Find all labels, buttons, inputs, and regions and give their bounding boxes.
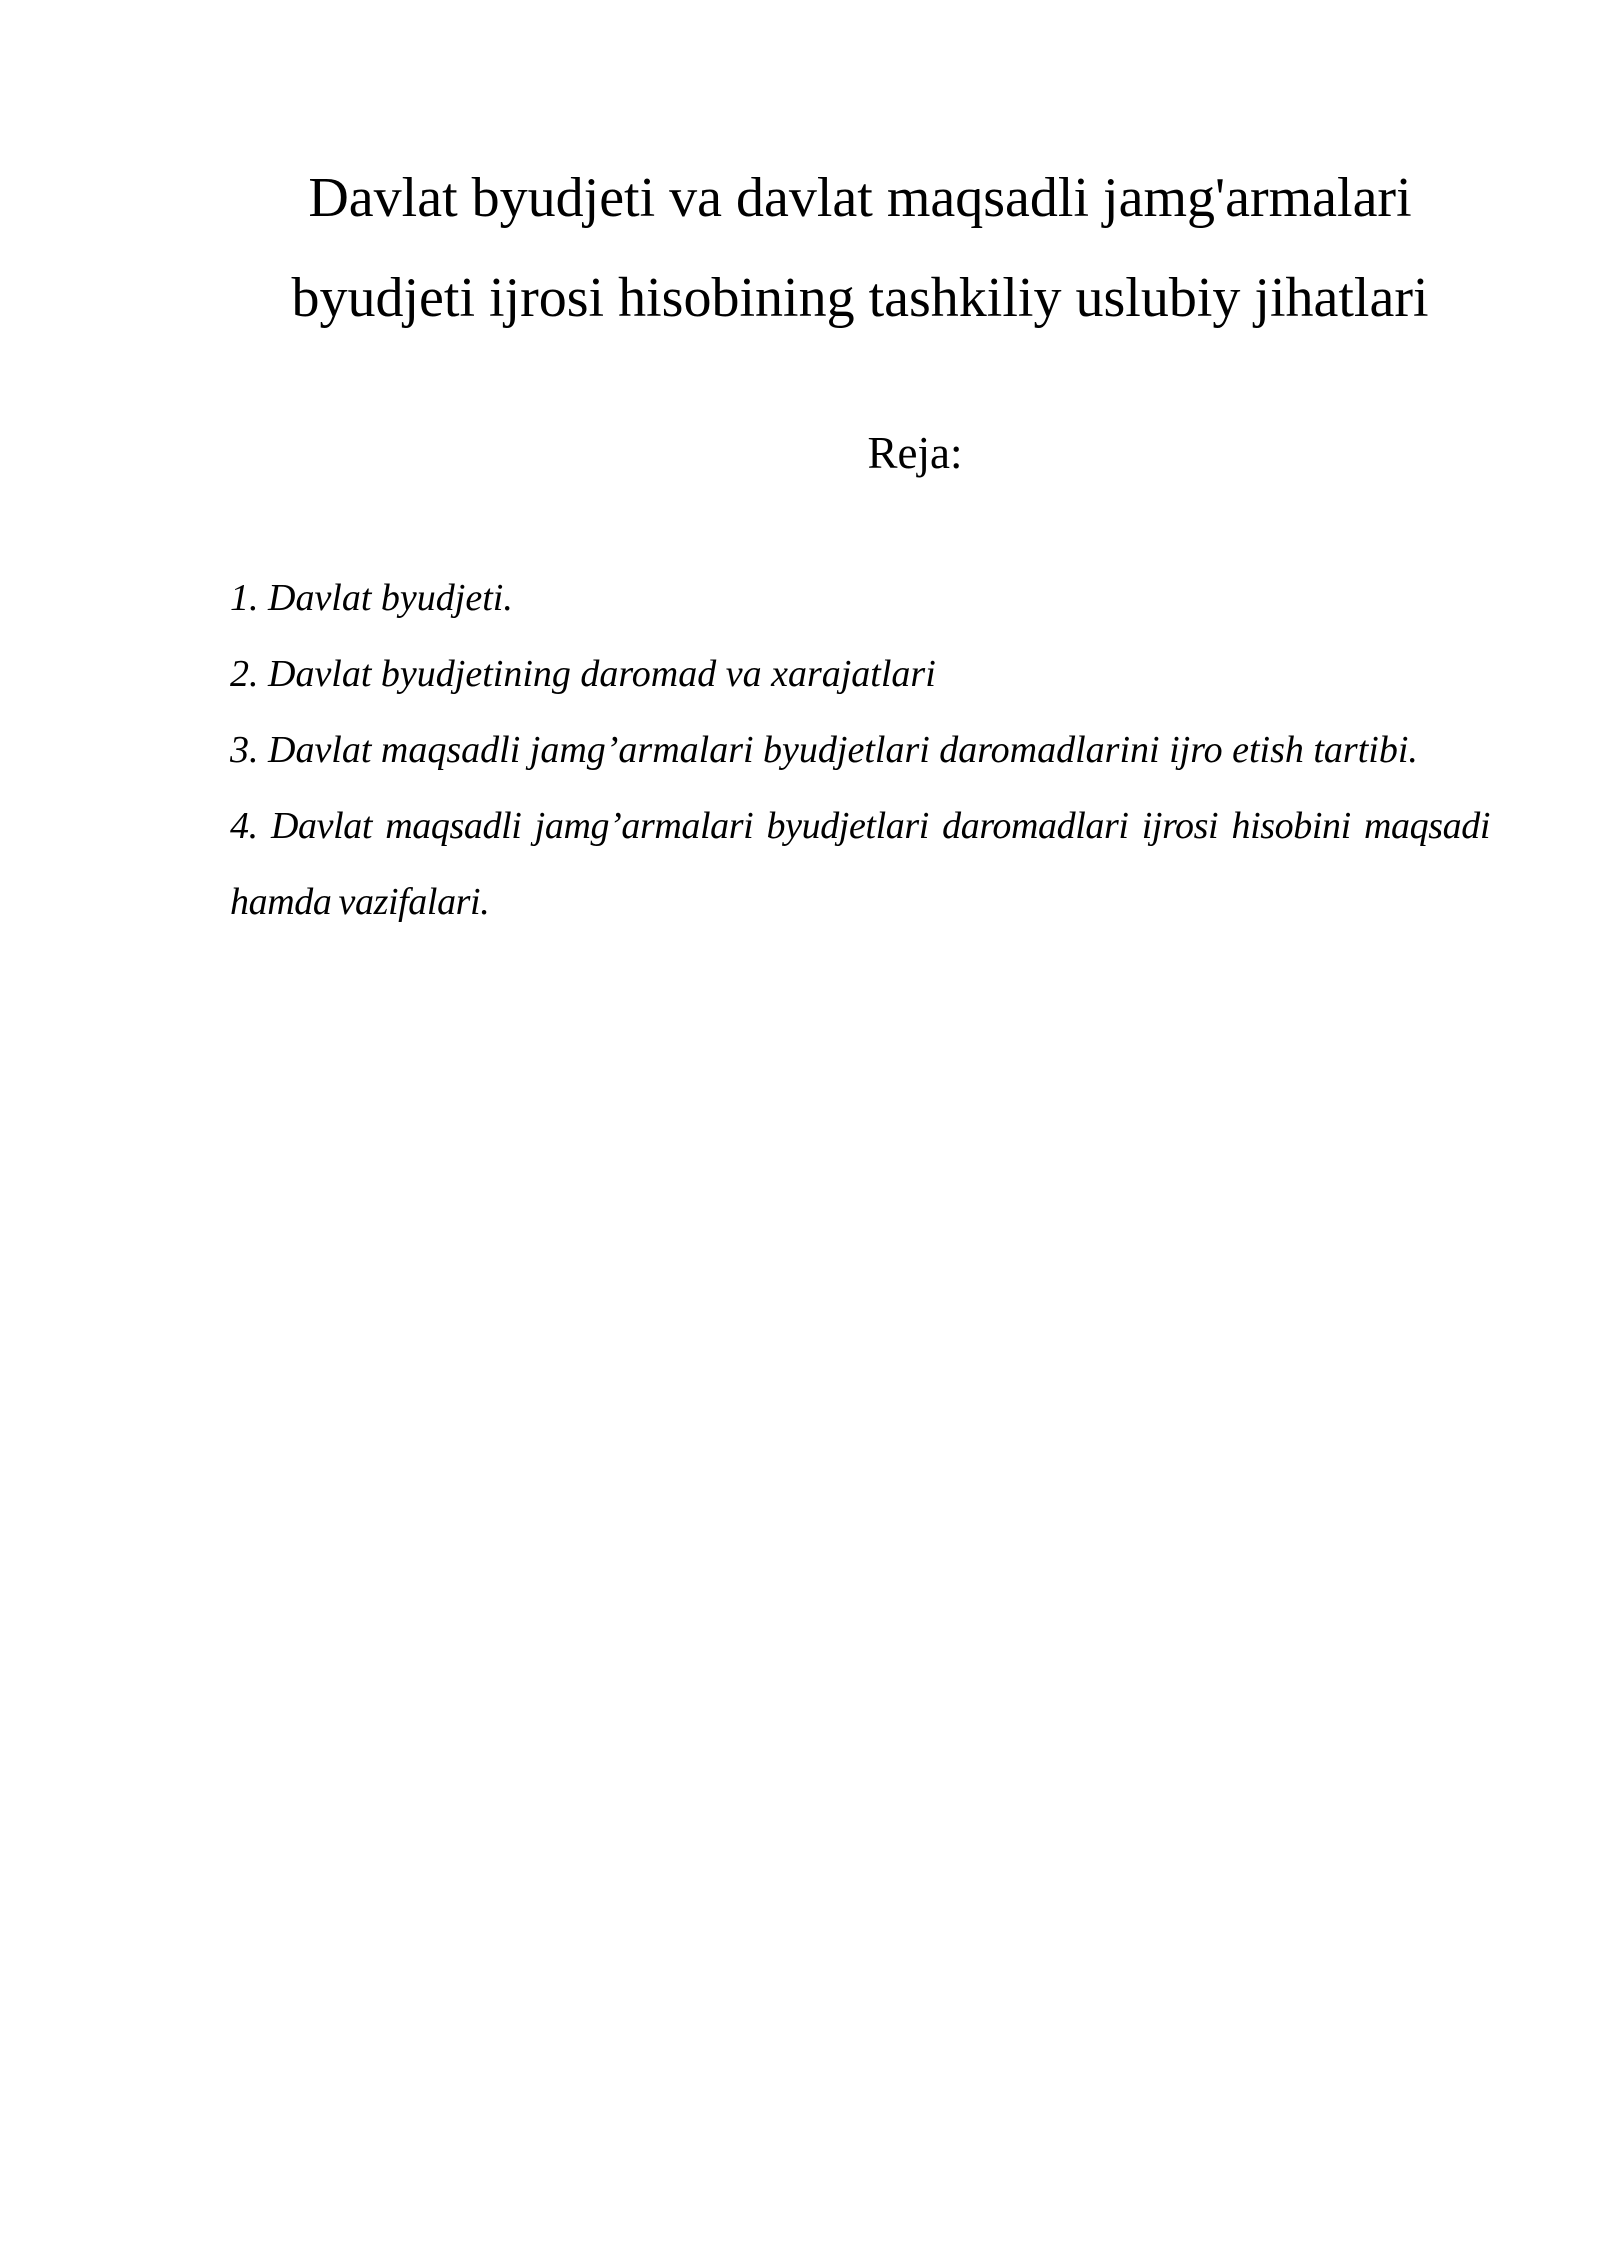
title-line-2: byudjeti ijrosi hisobining tashkiliy uslubiy jihatlari bbox=[291, 267, 1429, 329]
title-line-1: Davlat byudjeti va davlat maqsadli jamg'armalari bbox=[308, 167, 1412, 229]
plan-item-2: 2. Davlat byudjetining daromad va xarajatlari bbox=[230, 653, 936, 695]
plan-list bbox=[230, 560, 1490, 940]
plan-item-3: 3. Davlat maqsadli jamg’armalari byudjetlari daromadlarini ijro etish tartibi. bbox=[230, 729, 1418, 771]
document-title bbox=[230, 148, 1490, 348]
plan-item-4: 4. Davlat maqsadli jamg’armalari byudjetlari daromadlari ijrosi hisobini maqsadi hamda vazifalari. bbox=[230, 805, 1490, 923]
plan-heading: Reja: bbox=[867, 428, 963, 478]
plan-item-1: 1. Davlat byudjeti. bbox=[230, 577, 513, 619]
